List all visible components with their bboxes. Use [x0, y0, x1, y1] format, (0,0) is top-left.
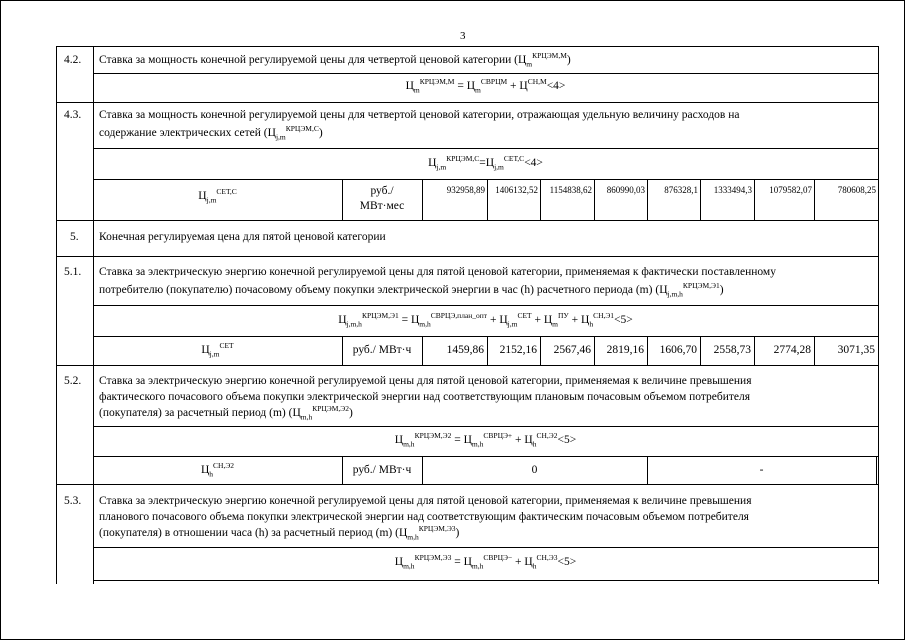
rule — [93, 456, 878, 457]
row-description: Конечная регулируемая цена для пятой ценовой категории — [99, 231, 386, 243]
row-number: 4.2. — [64, 54, 82, 66]
row-number: 4.3. — [64, 109, 82, 121]
rule — [93, 580, 878, 581]
row-description: потребителю (покупателю) почасовому объему покупки электрической энергии в час (h) расчетного периода (m) $(Ц_{j,m,h}^{КРЦЭМ,Э1})$ — [99, 281, 724, 299]
rule — [93, 305, 878, 306]
page-number: 3 — [460, 30, 466, 42]
tariff-symbol: $Ц_{j,m}^{СЕТ,С}$ — [198, 187, 237, 205]
rule — [93, 148, 878, 149]
value-cell: 780608,25 — [837, 185, 876, 195]
row-description: (покупателя) за расчетный период (m) $(Ц_{m,h}^{КРЦЭМ,Э2})$ — [99, 404, 353, 422]
value-cell: 1079582,07 — [769, 185, 812, 195]
value-cell: 3071,35 — [837, 344, 875, 356]
value-cell: 1606,70 — [659, 344, 697, 356]
row-description: содержание электрических сетей $(Ц_{j,m}^{КРЦЭМ,С})$ — [99, 124, 323, 142]
row-number: 5.1. — [64, 266, 82, 278]
row-description: Ставка за электрическую энергию конечной регулируемой цены для пятой ценовой категории, применяемая к фактически поставленному — [99, 266, 776, 278]
value-cell: 1333494,3 — [713, 185, 752, 195]
value-cell: 0 — [531, 464, 538, 476]
row-description: Ставка за электрическую энергию конечной регулируемой цены для пятой ценовой категории, применяемая к величине превышения — [99, 495, 752, 507]
rule — [56, 102, 878, 103]
value-cell: 1406132,52 — [495, 185, 538, 195]
rule — [93, 179, 878, 180]
rule — [56, 484, 878, 485]
formula: $Ц_{m,h}^{КРЦЭМ,Э2} = Ц_{m,h}^{СВРЦЭ+} + Ц_h^{СН,Э2}<5>$ — [394, 431, 577, 449]
formula: $Ц_{m,h}^{КРЦЭМ,Э3} = Ц_{m,h}^{СВРЦЭ-} + Ц_h^{СН,Э3}<5>$ — [394, 553, 577, 571]
rule — [93, 336, 878, 337]
rule — [56, 256, 878, 257]
unit-label: руб./ МВт·ч — [352, 464, 412, 476]
row-description: Ставка за мощность конечной регулируемой цены для четвертой ценовой категории, отражающая удельную величину расходов на — [99, 109, 740, 121]
rule — [56, 220, 878, 221]
value-cell: 2152,16 — [499, 344, 537, 356]
tariff-symbol: $Ц_{j,m}^{СЕТ}$ — [201, 341, 234, 359]
value-cell: 1154838,62 — [549, 185, 592, 195]
value-cell: 932958,89 — [446, 185, 485, 195]
rule — [878, 220, 879, 584]
row-description: Ставка за электрическую энергию конечной регулируемой цены для пятой ценовой категории, применяемая к величине превышения — [99, 375, 752, 387]
unit-label: руб./ МВт·мес — [359, 185, 405, 212]
value-cell: 876328,1 — [664, 185, 698, 195]
row-description: (покупателя) в отношении часа (h) за расчетный период (m) $(Ц_{m,h}^{КРЦЭМ,Э3})$ — [99, 524, 460, 542]
formula: $Ц_{j,m}^{КРЦЭМ,С}=Ц_{j,m}^{СЕТ,С}<4>$ — [428, 154, 543, 172]
value-cell: 2558,73 — [713, 344, 751, 356]
formula: $Ц_m^{КРЦЭМ,М} = Ц_m^{СВРЦМ} + Ц^{СН,М}<4>$ — [405, 77, 566, 95]
unit-label: руб./ МВт·ч — [352, 344, 412, 356]
value-cell: 2567,46 — [553, 344, 591, 356]
rule — [876, 456, 877, 484]
tariff-symbol: $Ц_h^{СН,Э2}$ — [200, 461, 235, 479]
rule — [93, 547, 878, 548]
row-description: планового почасового объема покупки электрической энергии над соответствующим фактическим почасовым объемом потребителя — [99, 511, 749, 523]
row-number: 5.2. — [64, 375, 82, 387]
row-description: Ставка за мощность конечной регулируемой цены для четвертой ценовой категории $(Ц_m^{КРЦЭМ,М})$ — [99, 51, 571, 69]
rule — [56, 46, 878, 47]
row-description: фактического почасового объема покупки электрической энергии над соответствующим плановым почасовым объемом потребителя — [99, 391, 751, 403]
value-cell: - — [759, 464, 764, 476]
value-cell: 860990,03 — [606, 185, 645, 195]
rule — [878, 46, 879, 220]
rule — [56, 46, 57, 584]
rule — [93, 426, 878, 427]
value-cell: 1459,86 — [446, 344, 484, 356]
rule — [93, 73, 878, 74]
row-number: 5. — [70, 231, 79, 243]
rule — [56, 365, 878, 366]
formula: $Ц_{j,m,h}^{КРЦЭМ,Э1} = Ц_{m,h}^{СВРЦЭ,план\_опт} + Ц_{j,m}^{СЕТ} + Ц_m^{ПУ} + Ц_h^{СН,Э1}<5>$ — [338, 311, 633, 329]
row-number: 5.3. — [64, 495, 82, 507]
value-cell: 2774,28 — [773, 344, 811, 356]
value-cell: 2819,16 — [606, 344, 644, 356]
